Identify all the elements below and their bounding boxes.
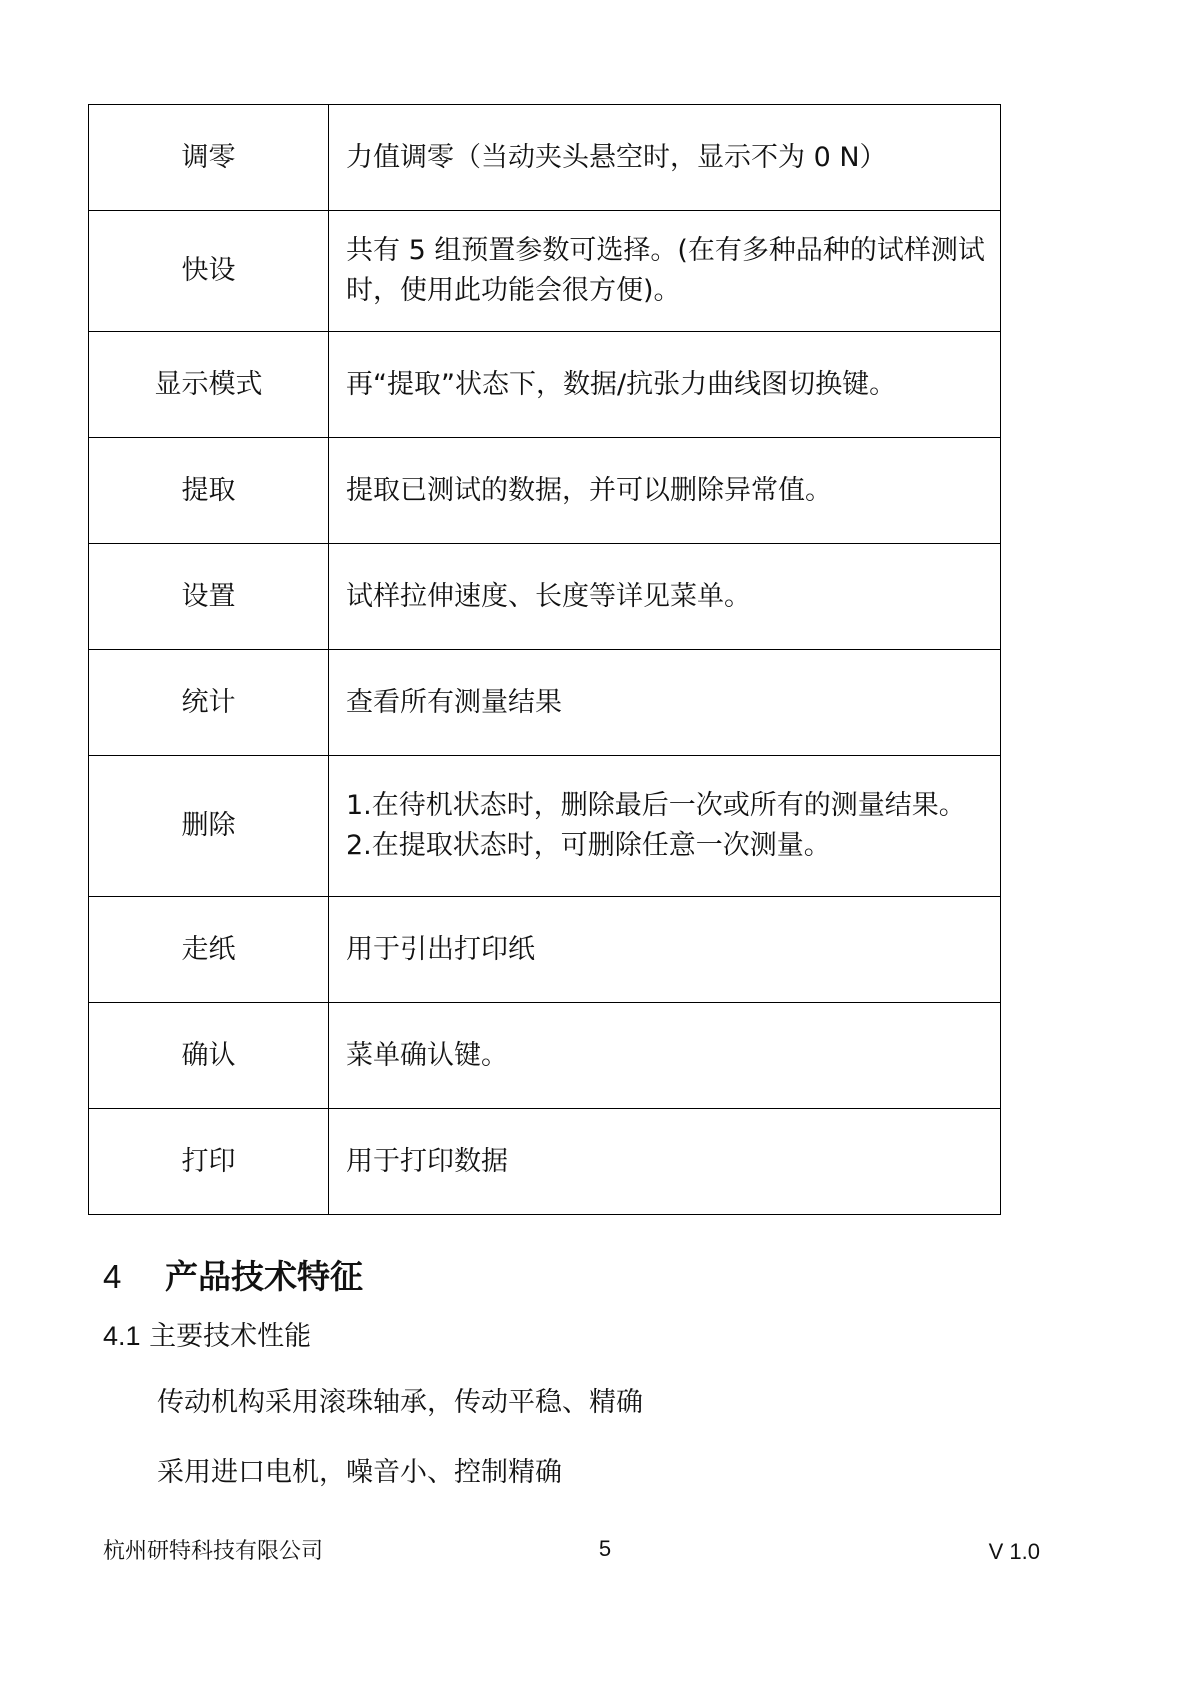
subsection-heading: [103, 1317, 311, 1356]
description-line: 试样拉伸速度、长度等详见菜单。: [346, 580, 751, 612]
description-line: 用于打印数据: [346, 1145, 508, 1177]
key-description: [329, 438, 1001, 544]
table-row: [89, 438, 1001, 544]
section-title: 产品技术特征: [165, 1257, 363, 1296]
description-line: 查看所有测量结果: [346, 686, 562, 718]
key-name: 统计: [89, 650, 329, 756]
section-heading: [103, 1255, 363, 1299]
description-line: 用于引出打印纸: [346, 933, 535, 965]
feature-paragraph: 传动机构采用滚珠轴承，传动平稳、精确: [157, 1387, 643, 1418]
key-name: 设置: [89, 544, 329, 650]
key-description: [329, 332, 1001, 438]
description-line: 1.在待机状态时，删除最后一次或所有的测量结果。: [346, 790, 966, 821]
subsection-number: 4.1: [103, 1321, 141, 1351]
footer-page-number: 5: [598, 1536, 612, 1561]
table-row: [89, 544, 1001, 650]
key-description: [329, 211, 1001, 332]
section-number: 4: [103, 1258, 122, 1295]
key-description: [329, 756, 1001, 897]
footer-version: V 1.0: [988, 1539, 1040, 1564]
table-row: [89, 756, 1001, 897]
key-name: 调零: [89, 105, 329, 211]
key-name: 打印: [89, 1109, 329, 1215]
key-description: [329, 1109, 1001, 1215]
key-description: [329, 105, 1001, 211]
description-line: 菜单确认键。: [346, 1039, 508, 1071]
description-line: 共有 5 组预置参数可选择。(在有多种品种的试样测试时，使用此功能会很方便)。: [346, 235, 985, 306]
table-row: [89, 332, 1001, 438]
description-line: 2.在提取状态时，可删除任意一次测量。: [346, 830, 831, 861]
table-row: [89, 105, 1001, 211]
table-row: [89, 211, 1001, 332]
key-description: [329, 650, 1001, 756]
key-description: [329, 544, 1001, 650]
description-line: 再“提取”状态下，数据/抗张力曲线图切换键。: [346, 368, 897, 400]
key-description: [329, 1003, 1001, 1109]
table-row: [89, 1003, 1001, 1109]
table-row: [89, 1109, 1001, 1215]
table-row: [89, 650, 1001, 756]
description-line: 力值调零（当动夹头悬空时，显示不为 0 N）: [346, 141, 887, 173]
key-function-table: [88, 104, 1001, 1215]
key-name: 走纸: [89, 897, 329, 1003]
key-name: 确认: [89, 1003, 329, 1109]
feature-paragraph: 采用进口电机，噪音小、控制精确: [157, 1457, 562, 1488]
description-line: 提取已测试的数据，并可以删除异常值。: [346, 474, 832, 506]
table-row: [89, 897, 1001, 1003]
footer-company: 杭州研特科技有限公司: [103, 1539, 324, 1564]
key-description: [329, 897, 1001, 1003]
key-name: 删除: [89, 756, 329, 897]
key-name: 显示模式: [89, 332, 329, 438]
subsection-title: 主要技术性能: [149, 1321, 312, 1352]
key-name: 提取: [89, 438, 329, 544]
key-name: 快设: [89, 211, 329, 332]
